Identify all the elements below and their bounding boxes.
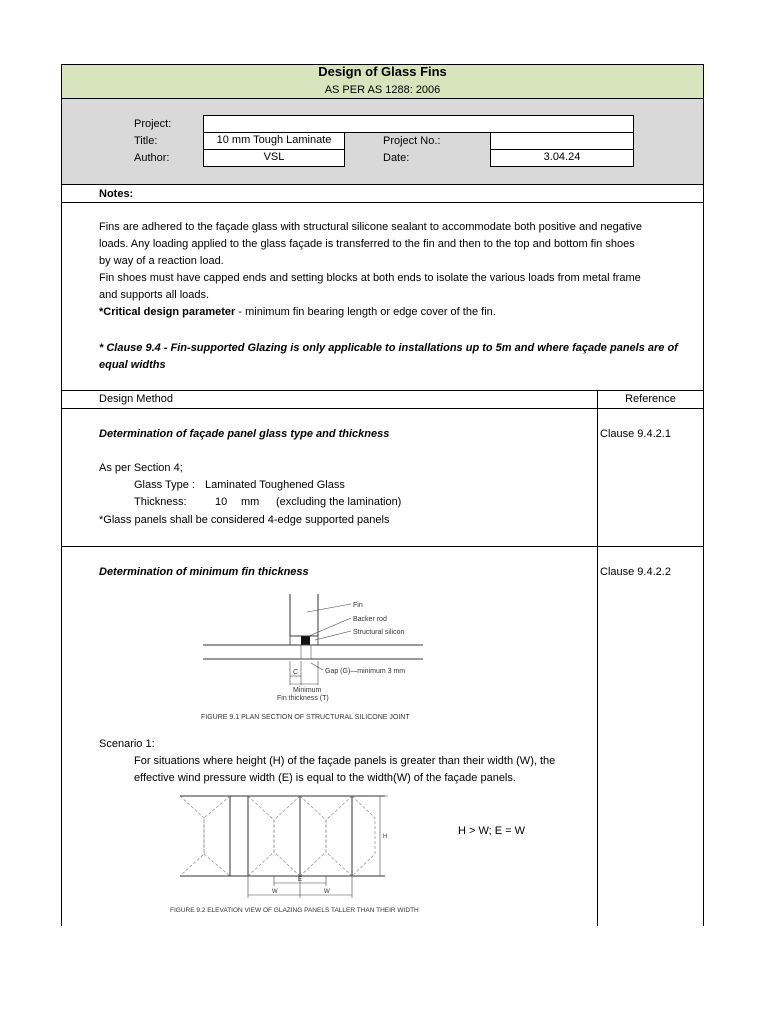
panels-note: *Glass panels shall be considered 4-edge supported panels xyxy=(99,514,390,526)
grid-line xyxy=(61,98,704,99)
critical-parameter-text: - minimum fin bearing length or edge cover of the fin. xyxy=(235,306,496,318)
project-no-label: Project No.: xyxy=(383,135,441,147)
page-title: Design of Glass Fins xyxy=(318,64,447,79)
section2-heading: Determination of minimum fin thickness xyxy=(99,566,309,578)
thickness-note: (excluding the lamination) xyxy=(276,496,402,508)
glass-type-label: Glass Type : xyxy=(134,479,195,491)
critical-parameter-label: *Critical design parameter xyxy=(99,306,236,318)
figure1-label-c: C xyxy=(293,669,299,676)
project-field[interactable] xyxy=(203,115,634,133)
figure1-label-fin: Fin xyxy=(353,602,363,609)
date-field[interactable]: 3.04.24 xyxy=(490,149,634,167)
figure2-label-w1: W xyxy=(272,889,278,895)
author-field[interactable]: VSL xyxy=(203,149,345,167)
thickness-value: 10 xyxy=(215,496,228,508)
backer-rod-shape xyxy=(301,636,310,645)
figure-9-1-joint-diagram xyxy=(195,590,430,725)
clause-note-line: equal widths xyxy=(99,359,166,371)
section1-as-per: As per Section 4; xyxy=(99,462,183,474)
grid-line xyxy=(61,390,704,391)
notes-body xyxy=(99,219,699,321)
figure2-label-h: H xyxy=(383,834,388,840)
thickness-unit: mm xyxy=(241,496,260,508)
clause-note-line: * Clause 9.4 - Fin-supported Glazing is only applicable to installations up to 5m and where façade panels are of xyxy=(99,342,678,354)
grid-line xyxy=(61,184,704,185)
grid-line xyxy=(61,64,62,926)
figure1-label-structural-silicon: Structural silicon xyxy=(353,629,405,636)
author-label: Author: xyxy=(134,152,170,164)
figure1-label-gap: Gap (G)—minimum 3 mm xyxy=(325,668,406,675)
figure2-label-e: E xyxy=(298,877,303,883)
figure2-label-w2: W xyxy=(324,889,330,895)
section1-reference: Clause 9.4.2.1 xyxy=(600,428,671,440)
page-subtitle: AS PER AS 1288: 2006 xyxy=(324,84,441,96)
figure1-label-fin-thickness: Fin thickness (T) xyxy=(277,695,329,702)
section2-reference: Clause 9.4.2.2 xyxy=(600,566,671,578)
scenario-description xyxy=(134,753,594,787)
scenario-line: effective wind pressure width (E) is equal to the width(W) of the façade panels. xyxy=(134,772,516,784)
title-field[interactable]: 10 mm Tough Laminate xyxy=(203,132,345,150)
critical-parameter-line xyxy=(99,304,699,321)
notes-line: Fin shoes must have capped ends and setting blocks at both ends to isolate the various loads from metal frame xyxy=(99,272,641,284)
notes-heading: Notes: xyxy=(99,188,134,200)
notes-line: loads. Any loading applied to the glass façade is transferred to the fin and then to the top and bottom fin shoes xyxy=(99,238,635,250)
scenario-line: For situations where height (H) of the façade panels is greater than their width (W), the xyxy=(134,755,556,767)
glass-type-value: Laminated Toughened Glass xyxy=(205,479,345,491)
grid-line xyxy=(597,390,598,926)
project-label: Project: xyxy=(134,118,172,130)
notes-line: and supports all loads. xyxy=(99,289,210,301)
grid-line xyxy=(703,64,704,926)
date-label: Date: xyxy=(383,152,410,164)
figure-9-2-elevation-diagram xyxy=(170,790,445,920)
figure1-label-minimum: Minimum xyxy=(293,687,322,694)
title-label: Title: xyxy=(134,135,158,147)
figure1-label-backer-rod: Backer rod xyxy=(353,616,387,623)
notes-line: Fins are adhered to the façade glass with structural silicone sealant to accommodate both positive and negative xyxy=(99,221,642,233)
grid-line xyxy=(61,546,704,547)
column-header-design-method: Design Method xyxy=(99,393,173,405)
column-header-reference: Reference xyxy=(625,393,676,405)
clause-note xyxy=(99,340,699,374)
grid-line xyxy=(61,408,704,409)
figure2-caption: FIGURE 9.2 ELEVATION VIEW OF GLAZING PANELS TALLER THAN THEIR WIDTH xyxy=(170,907,419,914)
grid-line xyxy=(61,202,704,203)
scenario-label: Scenario 1: xyxy=(99,738,155,750)
figure1-caption: FIGURE 9.1 PLAN SECTION OF STRUCTURAL SILICONE JOINT xyxy=(201,714,410,721)
thickness-label: Thickness: xyxy=(134,496,187,508)
notes-line: by way of a reaction load. xyxy=(99,255,224,267)
scenario-formula: H > W; E = W xyxy=(458,825,526,837)
section1-heading: Determination of façade panel glass type and thickness xyxy=(99,428,390,440)
project-no-field[interactable] xyxy=(490,132,634,150)
